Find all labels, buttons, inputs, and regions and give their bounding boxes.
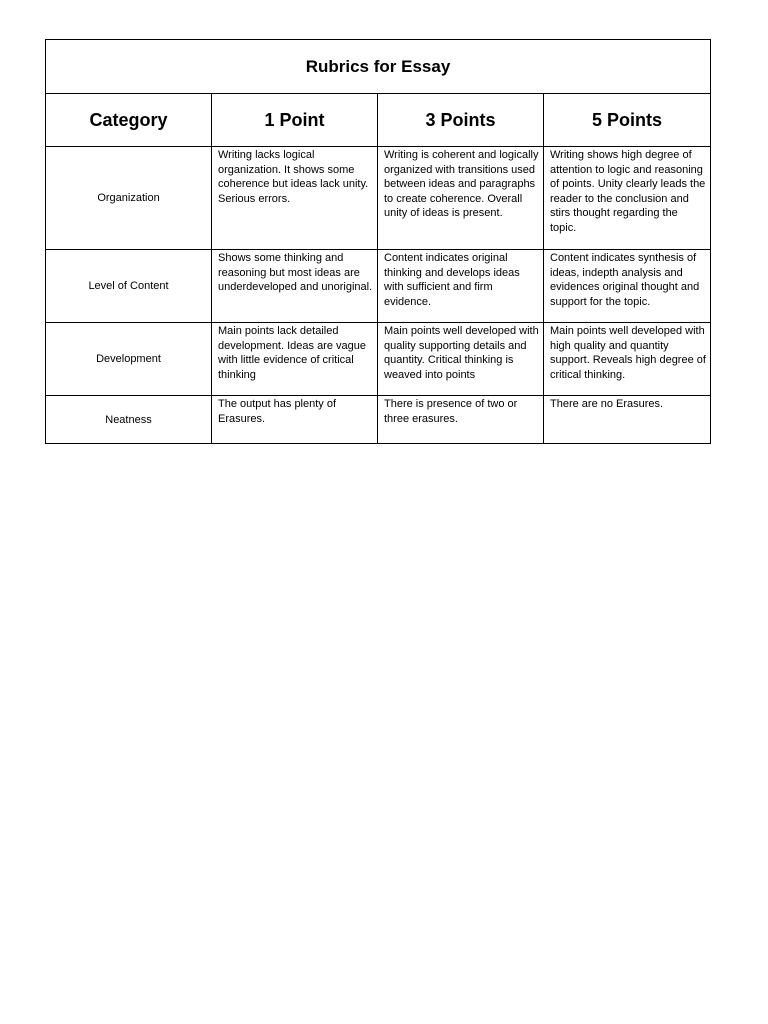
neatness-1-point: The output has plenty of Erasures. [212, 396, 378, 444]
table-row [46, 147, 711, 250]
neatness-5-points: There are no Erasures. [544, 396, 711, 444]
content-3-points: Content indicates original thinking and develops ideas with sufficient and firm evidence. [378, 250, 544, 323]
organization-3-points: Writing is coherent and logically organized with transitions used between ideas and paragraphs to create coherence. Overall unity of ideas is present. [378, 147, 544, 250]
organization-1-point: Writing lacks logical organization. It shows some coherence but ideas lack unity. Serious errors. [212, 147, 378, 250]
category-development: Development [46, 323, 212, 396]
rubric-table [45, 39, 711, 444]
category-neatness: Neatness [46, 396, 212, 444]
development-1-point: Main points lack detailed development. Ideas are vague with little evidence of critical thinking [212, 323, 378, 396]
rubric-title: Rubrics for Essay [46, 40, 711, 94]
header-3-points: 3 Points [378, 94, 544, 147]
category-organization: Organization [46, 147, 212, 250]
content-1-point: Shows some thinking and reasoning but most ideas are underdeveloped and unoriginal. [212, 250, 378, 323]
organization-5-points: Writing shows high degree of attention to logic and reasoning of points. Unity clearly leads the reader to the conclusion and stirs thought regarding the topic. [544, 147, 711, 250]
header-category: Category [46, 94, 212, 147]
header-row [46, 94, 711, 147]
development-5-points: Main points well developed with high quality and quantity support. Reveals high degree of critical thinking. [544, 323, 711, 396]
table-row [46, 323, 711, 396]
header-1-point: 1 Point [212, 94, 378, 147]
table-row [46, 250, 711, 323]
neatness-3-points: There is presence of two or three erasures. [378, 396, 544, 444]
title-row [46, 40, 711, 94]
development-3-points: Main points well developed with quality supporting details and quantity. Critical thinking is weaved into points [378, 323, 544, 396]
header-5-points: 5 Points [544, 94, 711, 147]
content-5-points: Content indicates synthesis of ideas, indepth analysis and evidences original thought and support for the topic. [544, 250, 711, 323]
table-row [46, 396, 711, 444]
category-level-of-content: Level of Content [46, 250, 212, 323]
